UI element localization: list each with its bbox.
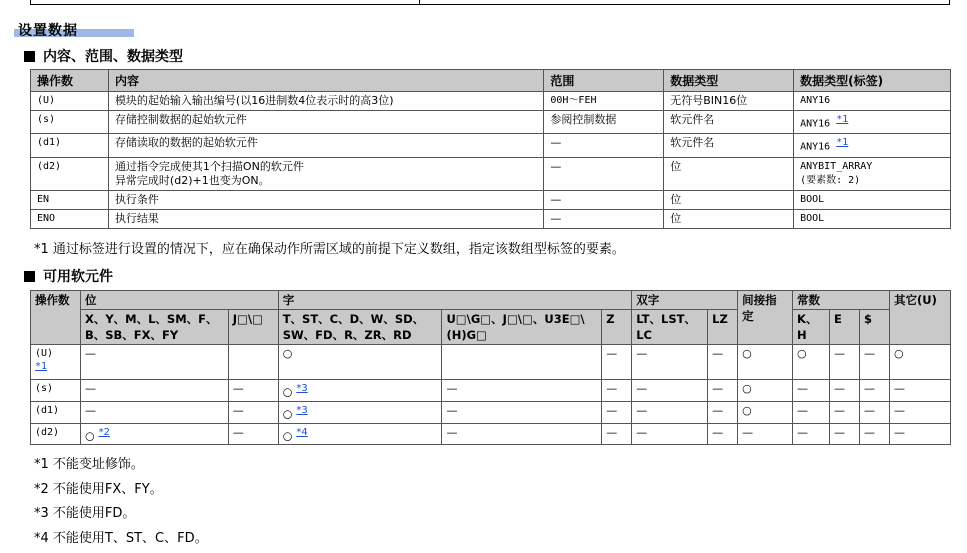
previous-table-bottom: [30, 0, 950, 5]
operand-cell: [31, 401, 81, 423]
availability-mark: —: [893, 403, 905, 417]
datatype-cell: 软元件名: [664, 134, 794, 157]
operand-cell: ENO: [31, 209, 109, 228]
footnote-link[interactable]: *1: [836, 137, 849, 149]
availability-mark: —: [446, 403, 458, 417]
availability-mark: —: [636, 403, 648, 417]
availability-cell: [602, 380, 632, 402]
availability-cell: [80, 423, 228, 445]
availability-mark: —: [712, 403, 724, 417]
availability-cell: [793, 345, 830, 380]
label-text: ANY16: [800, 141, 831, 153]
availability-mark: —: [606, 382, 618, 396]
availability-cell: [442, 423, 602, 445]
availability-cell: [632, 345, 708, 380]
datatype-cell: 位: [664, 157, 794, 190]
availability-mark: ○: [282, 407, 293, 421]
operand-cell: [31, 380, 81, 402]
availability-cell: [442, 401, 602, 423]
availability-cell: [632, 401, 708, 423]
availability-mark: —: [84, 347, 96, 360]
availability-cell: [278, 401, 442, 423]
header-cell: 数据类型(标签): [794, 70, 951, 92]
operand-cell: (s): [31, 111, 109, 134]
table-header-row: [31, 291, 951, 310]
range-cell: —: [544, 157, 664, 190]
header-cell: 操作数: [31, 70, 109, 92]
availability-cell: [278, 423, 442, 445]
subheader-cell: K、H: [793, 310, 830, 345]
availability-cell: [228, 345, 278, 380]
availability-mark: —: [636, 425, 648, 439]
label-text: ANY16: [800, 95, 831, 106]
operand-cell: [31, 423, 81, 445]
label-cell: [794, 157, 951, 190]
datatype-cell: 无符号BIN16位: [664, 92, 794, 111]
table-row: [31, 134, 951, 157]
availability-mark: —: [834, 425, 846, 439]
content-cell: 模块的起始输入输出编号(以16进制数4位表示时的高3位): [108, 92, 543, 111]
availability-cell: [708, 423, 738, 445]
availability-mark: —: [797, 425, 809, 439]
availability-mark: —: [864, 425, 875, 439]
device-table: [30, 290, 951, 445]
availability-mark: —: [893, 382, 905, 396]
availability-cell: [602, 401, 632, 423]
availability-mark: —: [834, 403, 846, 417]
availability-cell: [793, 423, 830, 445]
footnote-link[interactable]: *1: [836, 114, 849, 125]
availability-cell: [830, 401, 860, 423]
availability-cell: [830, 345, 860, 380]
availability-mark: —: [84, 403, 96, 417]
availability-cell: [738, 345, 793, 380]
operand-text: (U): [35, 348, 54, 359]
table-row: [31, 209, 951, 228]
footnote-link[interactable]: *2: [98, 426, 110, 438]
availability-mark: —: [712, 347, 724, 360]
subheader-cell: Z: [602, 310, 632, 345]
operand-cell: (d2): [31, 157, 109, 190]
datatype-cell: 位: [664, 190, 794, 209]
table-row: [31, 401, 951, 423]
range-cell: —: [544, 190, 664, 209]
availability-mark: —: [864, 403, 875, 417]
availability-mark: —: [797, 382, 809, 396]
table-row: [31, 157, 951, 190]
availability-cell: [793, 401, 830, 423]
availability-mark: —: [797, 403, 809, 417]
availability-cell: [228, 380, 278, 402]
section-title: 设置数据: [18, 23, 78, 39]
table-header-row: [31, 70, 951, 92]
subheader-cell: E: [830, 310, 860, 345]
availability-cell: [442, 380, 602, 402]
availability-mark: —: [446, 382, 458, 396]
note-item: *2 不能使用FX、FY。: [34, 482, 163, 497]
availability-cell: [793, 380, 830, 402]
availability-cell: [228, 423, 278, 445]
availability-cell: [860, 345, 890, 380]
availability-cell: [889, 423, 950, 445]
subheader-cell: U□\G□、J□\□、U3E□\(H)G□: [442, 310, 602, 345]
subheader-cell: T、ST、C、D、W、SD、SW、FD、R、ZR、RD: [278, 310, 442, 345]
content-line: 异常完成时(d2)+1也变为ON。: [114, 173, 270, 187]
header-cell: 范围: [544, 70, 664, 92]
label-cell: [794, 134, 951, 157]
availability-cell: [738, 401, 793, 423]
header-cell: 其它(U): [889, 291, 950, 345]
availability-cell: [708, 401, 738, 423]
content-cell: 存储控制数据的起始软元件: [108, 111, 543, 134]
content-line: 通过指令完成使其1个扫描ON的软元件: [114, 159, 304, 173]
range-cell: 00H～FEH: [544, 92, 664, 111]
availability-cell: [602, 345, 632, 380]
availability-mark: —: [606, 347, 618, 360]
label-cell: BOOL: [794, 190, 951, 209]
availability-cell: [80, 401, 228, 423]
operand-cell: (U): [31, 92, 109, 111]
availability-mark: —: [606, 403, 618, 417]
availability-cell: [830, 380, 860, 402]
note-item: *4 不能使用T、ST、C、FD。: [34, 531, 208, 546]
availability-cell: [632, 423, 708, 445]
availability-mark: —: [606, 425, 618, 439]
footnote-text: *1 通过标签进行设置的情况下，应在确保动作所需区域的前提下定义数组，指定该数组型标签的要素。: [34, 242, 625, 257]
content-cell: 执行结果: [108, 209, 543, 228]
subhead-label: 可用软元件: [43, 269, 113, 285]
subheader-cell: LT、LST、LC: [632, 310, 708, 345]
availability-cell: [860, 423, 890, 445]
header-cell: 双字: [632, 291, 738, 310]
availability-mark: ○: [742, 347, 752, 360]
availability-cell: [602, 423, 632, 445]
availability-cell: [738, 423, 793, 445]
operand-cell: EN: [31, 190, 109, 209]
header-cell: 操作数: [31, 291, 81, 345]
table-row: [31, 92, 951, 111]
subhead-label: 内容、范围、数据类型: [43, 49, 183, 65]
subheader-cell: LZ: [708, 310, 738, 345]
availability-mark: ○: [742, 403, 752, 417]
availability-mark: ○: [282, 347, 293, 360]
operand-text: (d2): [35, 426, 60, 438]
range-cell: —: [544, 134, 664, 157]
note-item: *3 不能使用FD。: [34, 506, 136, 521]
label-text: ANY16: [800, 118, 831, 130]
device-table-body: [31, 345, 951, 445]
availability-mark: ○: [84, 429, 95, 443]
operand-text: (s): [35, 383, 54, 395]
availability-cell: [80, 345, 228, 380]
availability-mark: —: [232, 403, 244, 417]
table-row: [31, 111, 951, 134]
subhead-content-range: [24, 46, 183, 66]
availability-mark: ○: [893, 347, 904, 360]
availability-mark: —: [446, 425, 458, 439]
availability-mark: ○: [742, 382, 752, 396]
footnote-link[interactable]: *3: [296, 404, 308, 416]
label-cell: [794, 92, 951, 111]
content-cell: [108, 157, 543, 190]
range-cell: —: [544, 209, 664, 228]
header-cell: 位: [80, 291, 278, 310]
availability-mark: —: [742, 425, 754, 439]
availability-cell: [860, 401, 890, 423]
availability-cell: [228, 401, 278, 423]
header-cell: 间接指定: [738, 291, 793, 345]
operand-cell: (d1): [31, 134, 109, 157]
availability-cell: [442, 345, 602, 380]
label-cell: [794, 111, 951, 134]
availability-mark: —: [636, 347, 648, 360]
datatype-cell: 软元件名: [664, 111, 794, 134]
header-cell: 数据类型: [664, 70, 794, 92]
availability-mark: ○: [282, 429, 293, 443]
availability-cell: [708, 380, 738, 402]
availability-cell: [80, 380, 228, 402]
availability-cell: [830, 423, 860, 445]
table-row: [31, 190, 951, 209]
operand-table: [30, 69, 951, 229]
label-cell: BOOL: [794, 209, 951, 228]
availability-mark: ○: [797, 347, 807, 360]
availability-cell: [889, 345, 950, 380]
availability-mark: —: [232, 425, 244, 439]
label-text: ANYBIT_ARRAY: [800, 160, 873, 172]
header-cell: 内容: [108, 70, 543, 92]
availability-mark: —: [712, 382, 724, 396]
availability-mark: —: [712, 425, 724, 439]
square-bullet-icon: [24, 271, 35, 282]
availability-cell: [632, 380, 708, 402]
availability-mark: —: [834, 382, 846, 396]
header-cell: 字: [278, 291, 632, 310]
subheader-cell: $: [860, 310, 890, 345]
table-subheader-row: [31, 310, 951, 345]
subheader-cell: X、Y、M、L、SM、F、B、SB、FX、FY: [80, 310, 228, 345]
availability-cell: [889, 401, 950, 423]
operand-cell: [31, 345, 81, 380]
header-cell: 常数: [793, 291, 890, 310]
availability-cell: [278, 380, 442, 402]
availability-mark: —: [893, 425, 905, 439]
availability-mark: —: [834, 347, 846, 360]
availability-mark: —: [84, 382, 96, 396]
availability-mark: ○: [282, 385, 293, 399]
availability-mark: —: [232, 382, 244, 396]
availability-cell: [278, 345, 442, 380]
table-row: [31, 423, 951, 445]
availability-mark: —: [636, 382, 648, 396]
table-row: [31, 380, 951, 402]
subheader-cell: J□\□: [228, 310, 278, 345]
datatype-cell: 位: [664, 209, 794, 228]
range-cell: 参阅控制数据: [544, 111, 664, 134]
availability-mark: —: [864, 347, 875, 360]
label-text: (要素数: 2): [800, 174, 861, 186]
availability-mark: —: [864, 382, 875, 396]
note-item: *1 不能变址修饰。: [34, 457, 144, 472]
availability-cell: [860, 380, 890, 402]
content-cell: 存储读取的数据的起始软元件: [108, 134, 543, 157]
table-row: [31, 345, 951, 380]
availability-cell: [738, 380, 793, 402]
footnote-link[interactable]: *4: [296, 426, 308, 438]
operand-text: (d1): [35, 404, 60, 416]
footnote-link[interactable]: *3: [296, 383, 308, 395]
availability-cell: [889, 380, 950, 402]
square-bullet-icon: [24, 51, 35, 62]
content-cell: 执行条件: [108, 190, 543, 209]
availability-cell: [708, 345, 738, 380]
subhead-usable-devices: [24, 266, 113, 286]
footnote-link[interactable]: *1: [35, 361, 48, 372]
